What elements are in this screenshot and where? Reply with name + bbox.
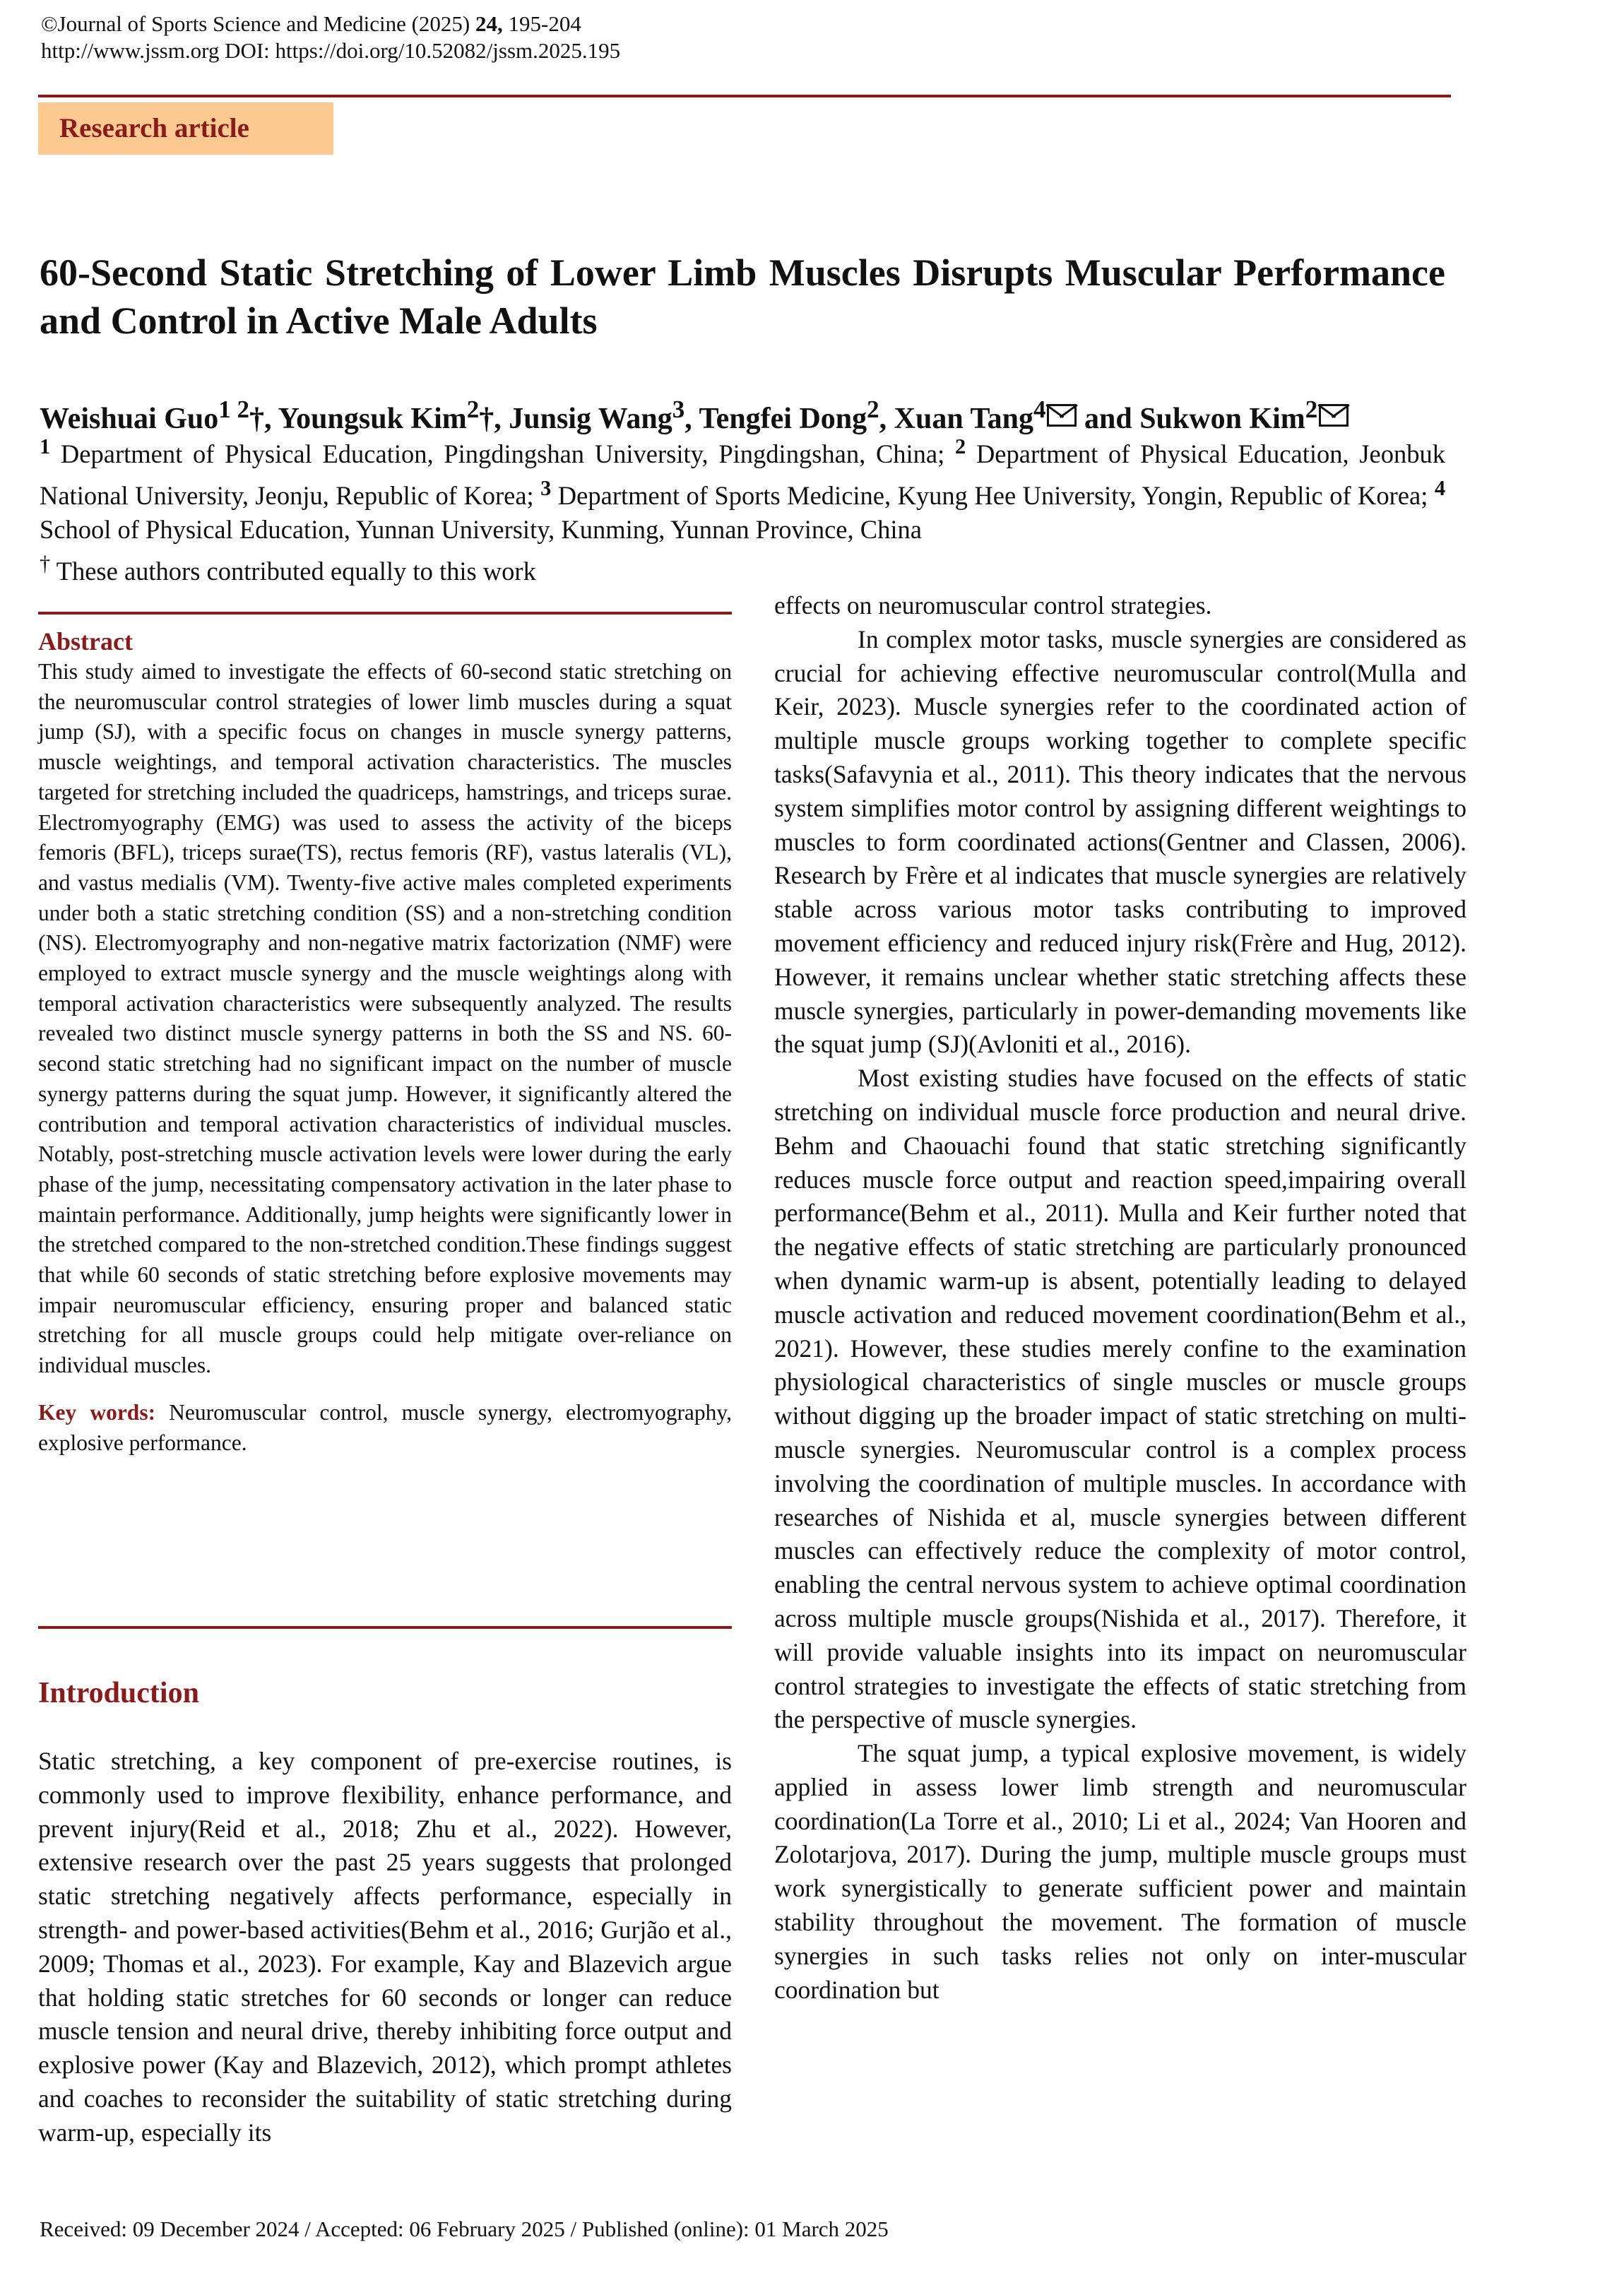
author-separator: , xyxy=(264,403,278,435)
author-affiliation-sup: 3 xyxy=(672,396,685,423)
author-name[interactable]: Youngsuk Kim xyxy=(278,403,467,435)
keywords-text: Neuromuscular control, muscle synergy, electromyography, explosive performance. xyxy=(38,1399,732,1455)
author-equal-mark: † xyxy=(479,403,494,435)
email-icon[interactable] xyxy=(1047,404,1077,427)
journal-citation-prefix: ©Journal of Sports Science and Medicine (2025) xyxy=(41,11,475,36)
equal-contribution-text: These authors contributed equally to this work xyxy=(50,557,536,586)
author-name[interactable]: Weishuai Guo xyxy=(40,403,219,435)
author-name[interactable]: Xuan Tang xyxy=(894,403,1033,435)
affiliation-text: Department of Sports Medicine, Kyung Hee University, Yongin, Republic of Korea; xyxy=(551,481,1435,511)
affiliation-list xyxy=(40,429,1445,547)
affiliation-sup: 1 xyxy=(40,434,51,458)
author-separator: , xyxy=(684,403,699,435)
journal-pages: 195-204 xyxy=(502,11,581,36)
journal-volume: 24, xyxy=(475,11,503,36)
abstract-text: This study aimed to investigate the effects of 60-second static stretching on the neuromuscular control strategies of lower limb muscles during a squat jump (SJ), with a specific focus on changes in muscle synergy patterns, muscle weightings, and temporal activation characteristics. The muscles targeted for stretching included the quadriceps, hamstrings, and triceps surae. Electromyography (EMG) was used to assess the activity of the biceps femoris (BFL), triceps surae(TS), rectus femoris (RF), vastus lateralis (VL), and vastus medialis (VM). Twenty-five active males completed experiments under both a static stretching condition (SS) and a non-stretching condition (NS). Electromyography and non-negative matrix factorization (NMF) were employed to extract muscle synergy and the muscle weightings along with temporal activation characteristics were subsequently analyzed. The results revealed two distinct muscle synergy patterns in both the SS and NS. 60-second static stretching had no significant impact on the number of muscle synergy patterns during the squat jump. However, it significantly altered the contribution and temporal activation characteristics of individual muscles. Notably, post-stretching muscle activation levels were lower during the early phase of the jump, necessitating compensatory activation in the later phase to maintain performance. Additionally, jump heights were significantly lower in the stretched compared to the non-stretched condition.These findings suggest that while 60 seconds of static stretching before explosive movements may impair neuromuscular efficiency, ensuring proper and balanced static stretching for all muscle groups could help mitigate over-reliance on individual muscles. xyxy=(38,659,732,1378)
author-name[interactable]: Junsig Wang xyxy=(509,403,672,435)
article-type-badge: Research article xyxy=(38,102,333,155)
header-rule xyxy=(38,95,1451,97)
introduction-body xyxy=(38,1745,732,2150)
email-icon[interactable] xyxy=(1319,404,1349,427)
author-separator: , xyxy=(494,403,509,435)
keywords xyxy=(38,1398,732,1458)
journal-doi-line[interactable]: http://www.jssm.org DOI: https://doi.org/10.52082/jssm.2025.195 xyxy=(41,38,621,63)
affiliation-text: Department of Physical Education, Jeonbuk National University, Jeonju, Republic of Korea; xyxy=(40,439,1445,511)
equal-contribution-note xyxy=(40,547,1445,588)
body-paragraph: effects on neuromuscular control strategies. xyxy=(774,591,1212,619)
introduction-heading: Introduction xyxy=(38,1677,199,1709)
body-paragraph: Most existing studies have focused on the effects of static stretching on individual muscle force production and neural drive. Behm and Chaouachi found that static stretching significantly reduces muscle force output and reaction speed,impairing overall performance(Behm et al., 2011). Mulla and Keir further noted that the negative effects of static stretching are particularly pronounced when dynamic warm-up is absent, potentially leading to delayed muscle activation and reduced movement coordination(Behm et al., 2021). However, these studies merely confine to the examination physiological characteristics of single muscles or muscle groups without digging up the broader impact of static stretching on multi-muscle synergies. Neuromuscular control is a complex process involving the coordination of multiple muscles. In accordance with researches of Nishida et al, muscle synergies between different muscles can effectively reduce the complexity of motor control, enabling the central nervous system to achieve optimal coordination across multiple muscle groups(Nishida et al., 2017). Therefore, it will provide valuable insights into its impact on neuromuscular control strategies to investigate the effects of static stretching from the perspective of muscle synergies. xyxy=(774,1064,1466,1734)
equal-contribution-sup: † xyxy=(40,552,51,576)
author-affiliation-sup: 4 xyxy=(1033,396,1046,423)
author-affiliation-sup: 1 2 xyxy=(218,396,250,423)
journal-citation xyxy=(41,10,581,38)
author-affiliation-sup: 2 xyxy=(1305,396,1318,423)
author-separator: and xyxy=(1077,403,1140,435)
article-title: 60-Second Static Stretching of Lower Limb Muscles Disrupts Muscular Performance and Control in Active Male Adults xyxy=(40,251,1445,342)
abstract-heading: Abstract xyxy=(38,627,133,655)
author-name[interactable]: Tengfei Dong xyxy=(699,403,867,435)
abstract-bottom-rule xyxy=(38,1626,732,1629)
affiliation-sup: 2 xyxy=(955,434,966,458)
affiliation-sup: 3 xyxy=(540,476,552,501)
author-separator: , xyxy=(879,403,894,435)
author-affiliation-sup: 2 xyxy=(466,396,480,423)
body-paragraph: In complex motor tasks, muscle synergies are considered as crucial for achieving effective neuromuscular control(Mulla and Keir, 2023). Muscle synergies refer to the coordinated action of multiple muscle groups working together to complete specific tasks(Safavynia et al., 2011). This theory indicates that the nervous system simplifies motor control by assigning different weightings to muscles to form coordinated actions(Gentner and Classen, 2006). Research by Frère et al indicates that muscle synergies are relatively stable across various motor tasks contributing to improved movement efficiency and reduced injury risk(Frère and Hug, 2012). However, it remains unclear whether static stretching affects these muscle synergies, particularly in power-demanding movements like the squat jump (SJ)(Avloniti et al., 2016). xyxy=(774,624,1466,1059)
affiliation-text: Department of Physical Education, Pingdingshan University, Pingdingshan, China; xyxy=(50,439,956,469)
body-paragraph: The squat jump, a typical explosive movement, is widely applied in assess lower limb strength and neuromuscular coordination(La Torre et al., 2010; Li et al., 2024; Van Hooren and Zolotarjova, 2017). During the jump, multiple muscle groups must work synergistically to generate sufficient power and maintain stability throughout the movement. The formation of muscle synergies in such tasks relies not only on inter-muscular coordination but xyxy=(774,1739,1466,2004)
keywords-label: Key words: xyxy=(38,1399,156,1425)
affiliation-text: School of Physical Education, Yunnan University, Kunming, Yunnan Province, China xyxy=(40,515,922,545)
affiliation-sup: 4 xyxy=(1434,476,1446,501)
publication-dates-footer: Received: 09 December 2024 / Accepted: 06 February 2025 / Published (online): 01 March 2025 xyxy=(40,2217,889,2241)
abstract-section xyxy=(38,626,732,1458)
affiliations xyxy=(40,429,1445,588)
author-name[interactable]: Sukwon Kim xyxy=(1139,403,1305,435)
abstract-top-rule xyxy=(38,612,732,615)
author-equal-mark: † xyxy=(249,403,265,435)
right-column-body xyxy=(774,589,1466,2007)
author-affiliation-sup: 2 xyxy=(867,396,879,423)
introduction-paragraph: Static stretching, a key component of pre-exercise routines, is commonly used to improve flexibility, enhance performance, and prevent injury(Reid et al., 2018; Zhu et al., 2022). However, extensive research over the past 25 years suggests that prolonged static stretching negatively affects performance, especially in strength- and power-based activities(Behm et al., 2016; Gurjão et al., 2009; Thomas et al., 2023). For example, Kay and Blazevich argue that holding static stretches for 60 seconds or longer can reduce muscle tension and neural drive, thereby inhibiting force output and explosive power (Kay and Blazevich, 2012), which prompt athletes and coaches to reconsider the suitability of static stretching during warm-up, especially its xyxy=(38,1747,732,2147)
